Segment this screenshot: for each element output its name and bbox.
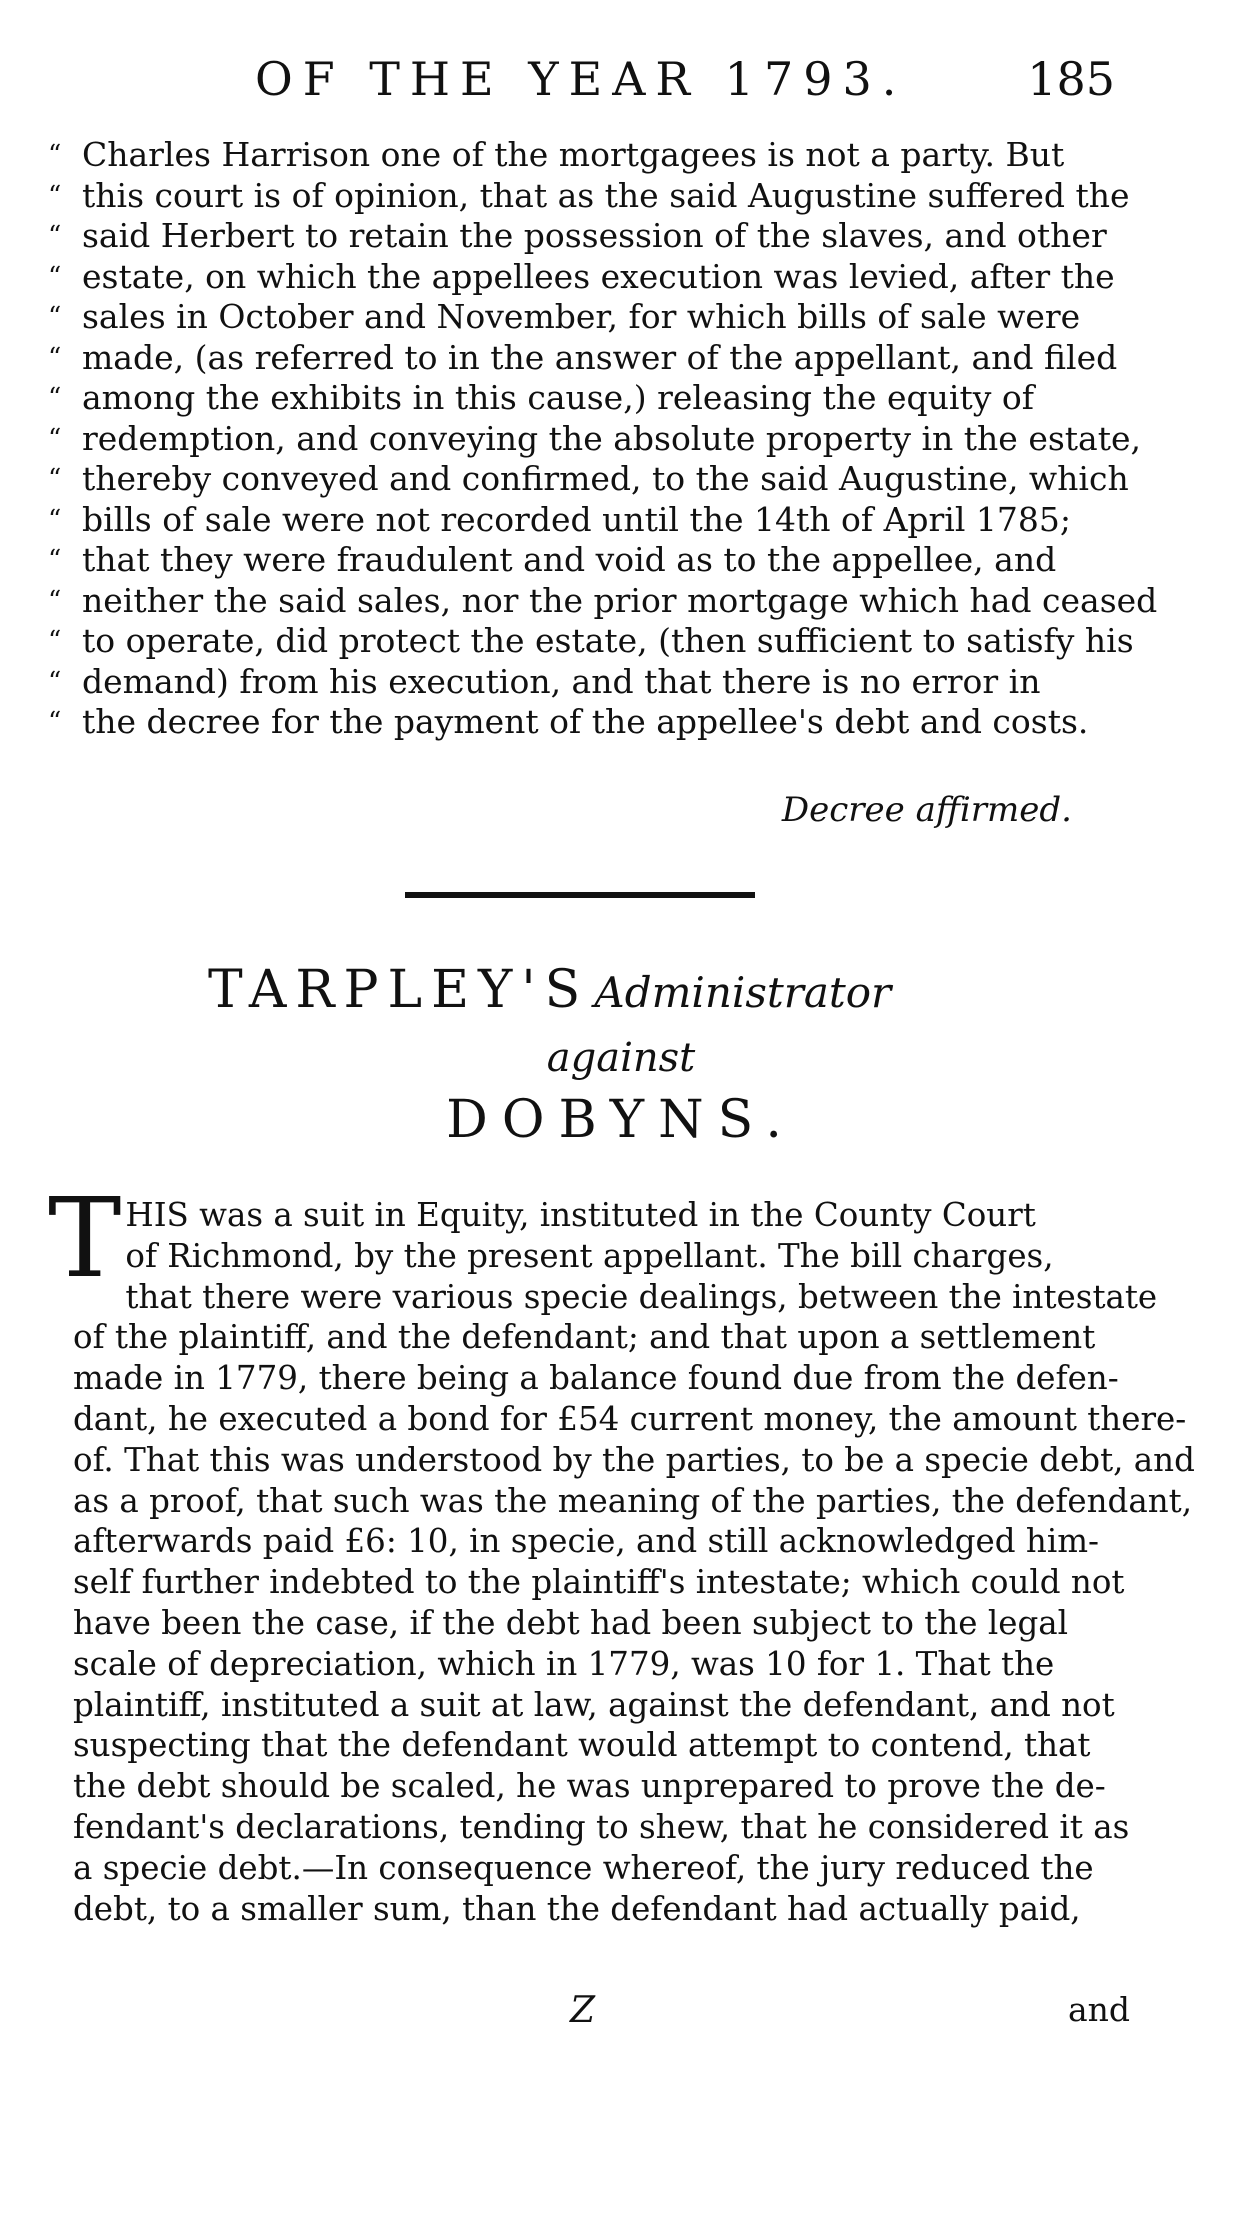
body-line-text: of Richmond, by the present appellant. The bill charges, bbox=[125, 1236, 1054, 1275]
quote-line bbox=[48, 378, 1138, 419]
quote-line bbox=[48, 257, 1138, 298]
quote-line-text: among the exhibits in this cause,) releasing the equity of bbox=[82, 378, 1034, 417]
case-role: Administrator bbox=[594, 968, 892, 1017]
body-line bbox=[48, 1317, 1148, 1358]
body-line bbox=[48, 1766, 1148, 1807]
body-line-text: a specie debt.—In consequence whereof, the jury reduced the bbox=[73, 1848, 1094, 1887]
body-line-text: suspecting that the defendant would attempt to contend, that bbox=[73, 1726, 1091, 1765]
body-line-text: HIS was a suit in Equity, instituted in the County Court bbox=[125, 1196, 1036, 1234]
body-line-text: debt, to a smaller sum, than the defendant had actually paid, bbox=[73, 1889, 1081, 1928]
quote-line bbox=[48, 500, 1138, 541]
quote-line-text: bills of sale were not recorded until the 14th of April 1785; bbox=[82, 499, 1072, 539]
quote-line bbox=[48, 621, 1138, 662]
quote-line bbox=[48, 135, 1138, 176]
catchword: and bbox=[1067, 1990, 1130, 2029]
quote-mark: “ bbox=[48, 261, 62, 292]
quote-line-text: Charles Harrison one of the mortgagees is not a party. But bbox=[82, 135, 1065, 174]
quote-mark: “ bbox=[48, 626, 62, 656]
body-line bbox=[48, 1481, 1193, 1522]
quote-line bbox=[48, 459, 1138, 500]
case-against: against bbox=[546, 1035, 696, 1081]
running-head: OF THE YEAR 1793. bbox=[255, 52, 907, 106]
quote-mark: “ bbox=[48, 504, 62, 535]
body-line bbox=[48, 1725, 1148, 1766]
body-line bbox=[48, 1644, 1148, 1685]
body-line bbox=[48, 1277, 1158, 1318]
quote-line-text: sales in October and November, for which bills of sale were bbox=[82, 297, 1081, 336]
quote-mark: “ bbox=[48, 221, 62, 251]
body-line-text: of. That this was understood by the parties, to be a specie debt, and bbox=[73, 1440, 1195, 1479]
body-line-text: as a proof, that such was the meaning of the parties, the defendant, bbox=[73, 1481, 1193, 1520]
quote-line-text: to operate, did protect the estate, (then sufficient to satisfy his bbox=[82, 621, 1134, 660]
body-line-text: of the plaintiff, and the defendant; and that upon a settlement bbox=[73, 1318, 1096, 1357]
quote-line bbox=[48, 580, 1158, 622]
quote-mark: “ bbox=[48, 585, 62, 616]
quote-mark: “ bbox=[48, 180, 62, 211]
body-line-text: dant, he executed a bond for £54 current money, the amount there- bbox=[73, 1399, 1187, 1438]
quote-line-text: redemption, and conveying the absolute property in the estate, bbox=[82, 418, 1141, 458]
quote-line-text: estate, on which the appellees execution was levied, after the bbox=[82, 256, 1115, 296]
quote-line-text: demand) from his execution, and that there is no error in bbox=[82, 661, 1041, 701]
quote-line bbox=[48, 540, 1138, 581]
body-line-text: self further indebted to the plaintiff's intestate; which could not bbox=[73, 1563, 1125, 1602]
body-line-text: made in 1779, there being a balance found due from the defen- bbox=[73, 1359, 1119, 1398]
body-line bbox=[48, 1521, 1148, 1562]
body-line bbox=[48, 1807, 1148, 1848]
body-line bbox=[48, 1440, 1195, 1481]
case-defendant: DOBYNS. bbox=[446, 1090, 796, 1150]
body-line bbox=[48, 1889, 1148, 1930]
body-line-text: afterwards paid £6: 10, in specie, and still acknowledged him- bbox=[73, 1522, 1100, 1561]
quote-line-text: thereby conveyed and confirmed, to the said Augustine, which bbox=[82, 459, 1129, 498]
case-plaintiff: TARPLEY'S bbox=[208, 960, 590, 1020]
quoted-decree bbox=[48, 135, 1158, 743]
drop-cap: T bbox=[48, 1174, 122, 1302]
quote-mark: “ bbox=[48, 666, 62, 697]
case-body bbox=[48, 1174, 1195, 1929]
quote-line-text: neither the said sales, nor the prior mortgage which had ceased bbox=[82, 580, 1158, 620]
body-line-text: scale of depreciation, which in 1779, was 10 for 1. That the bbox=[73, 1644, 1055, 1683]
body-line bbox=[48, 1603, 1148, 1644]
quote-line-text: that they were fraudulent and void as to the appellee, and bbox=[82, 540, 1057, 579]
quote-mark: “ bbox=[48, 140, 62, 170]
quote-line-text: the decree for the payment of the appellee's debt and costs. bbox=[82, 702, 1089, 741]
quote-line bbox=[48, 662, 1138, 703]
page-footer bbox=[570, 1990, 1130, 2040]
quote-line bbox=[48, 176, 1138, 217]
body-line bbox=[48, 1848, 1148, 1889]
section-divider bbox=[405, 892, 755, 898]
body-line-text: fendant's declarations, tending to shew, that he considered it as bbox=[73, 1807, 1130, 1846]
quote-line bbox=[48, 216, 1138, 257]
body-line bbox=[48, 1685, 1148, 1726]
body-line bbox=[48, 1562, 1148, 1603]
body-line bbox=[48, 1399, 1187, 1440]
page-number: 185 bbox=[1027, 52, 1115, 106]
case-title-line-1 bbox=[208, 960, 891, 1020]
page-header bbox=[215, 52, 1115, 112]
quote-mark: “ bbox=[48, 302, 62, 332]
quote-line-text: made, (as referred to in the answer of the appellant, and filed bbox=[82, 337, 1118, 377]
body-line bbox=[48, 1236, 1148, 1277]
quote-line bbox=[48, 418, 1141, 460]
quote-mark: “ bbox=[48, 707, 62, 737]
body-line-text: have been the case, if the debt had been subject to the legal bbox=[73, 1603, 1069, 1642]
body-line-text: plaintiff, instituted a suit at law, against the defendant, and not bbox=[73, 1685, 1115, 1724]
quote-line bbox=[48, 338, 1138, 379]
quote-mark: “ bbox=[48, 423, 62, 454]
signature-mark: Z bbox=[570, 1990, 596, 2031]
quote-line-text: said Herbert to retain the possession of the slaves, and other bbox=[82, 216, 1107, 255]
quote-line bbox=[48, 702, 1138, 743]
quote-mark: “ bbox=[48, 342, 62, 373]
body-line bbox=[48, 1358, 1148, 1399]
body-line-text: that there were various specie dealings, between the intestate bbox=[125, 1277, 1158, 1316]
quote-line bbox=[48, 297, 1138, 338]
body-line-text: the debt should be scaled, he was unprepared to prove the de- bbox=[73, 1767, 1106, 1806]
quote-mark: “ bbox=[48, 383, 62, 413]
quote-mark: “ bbox=[48, 545, 62, 575]
quote-mark: “ bbox=[48, 464, 62, 494]
quote-line-text: this court is of opinion, that as the said Augustine suffered the bbox=[82, 175, 1130, 215]
decree-affirmed: Decree affirmed. bbox=[781, 790, 1072, 830]
